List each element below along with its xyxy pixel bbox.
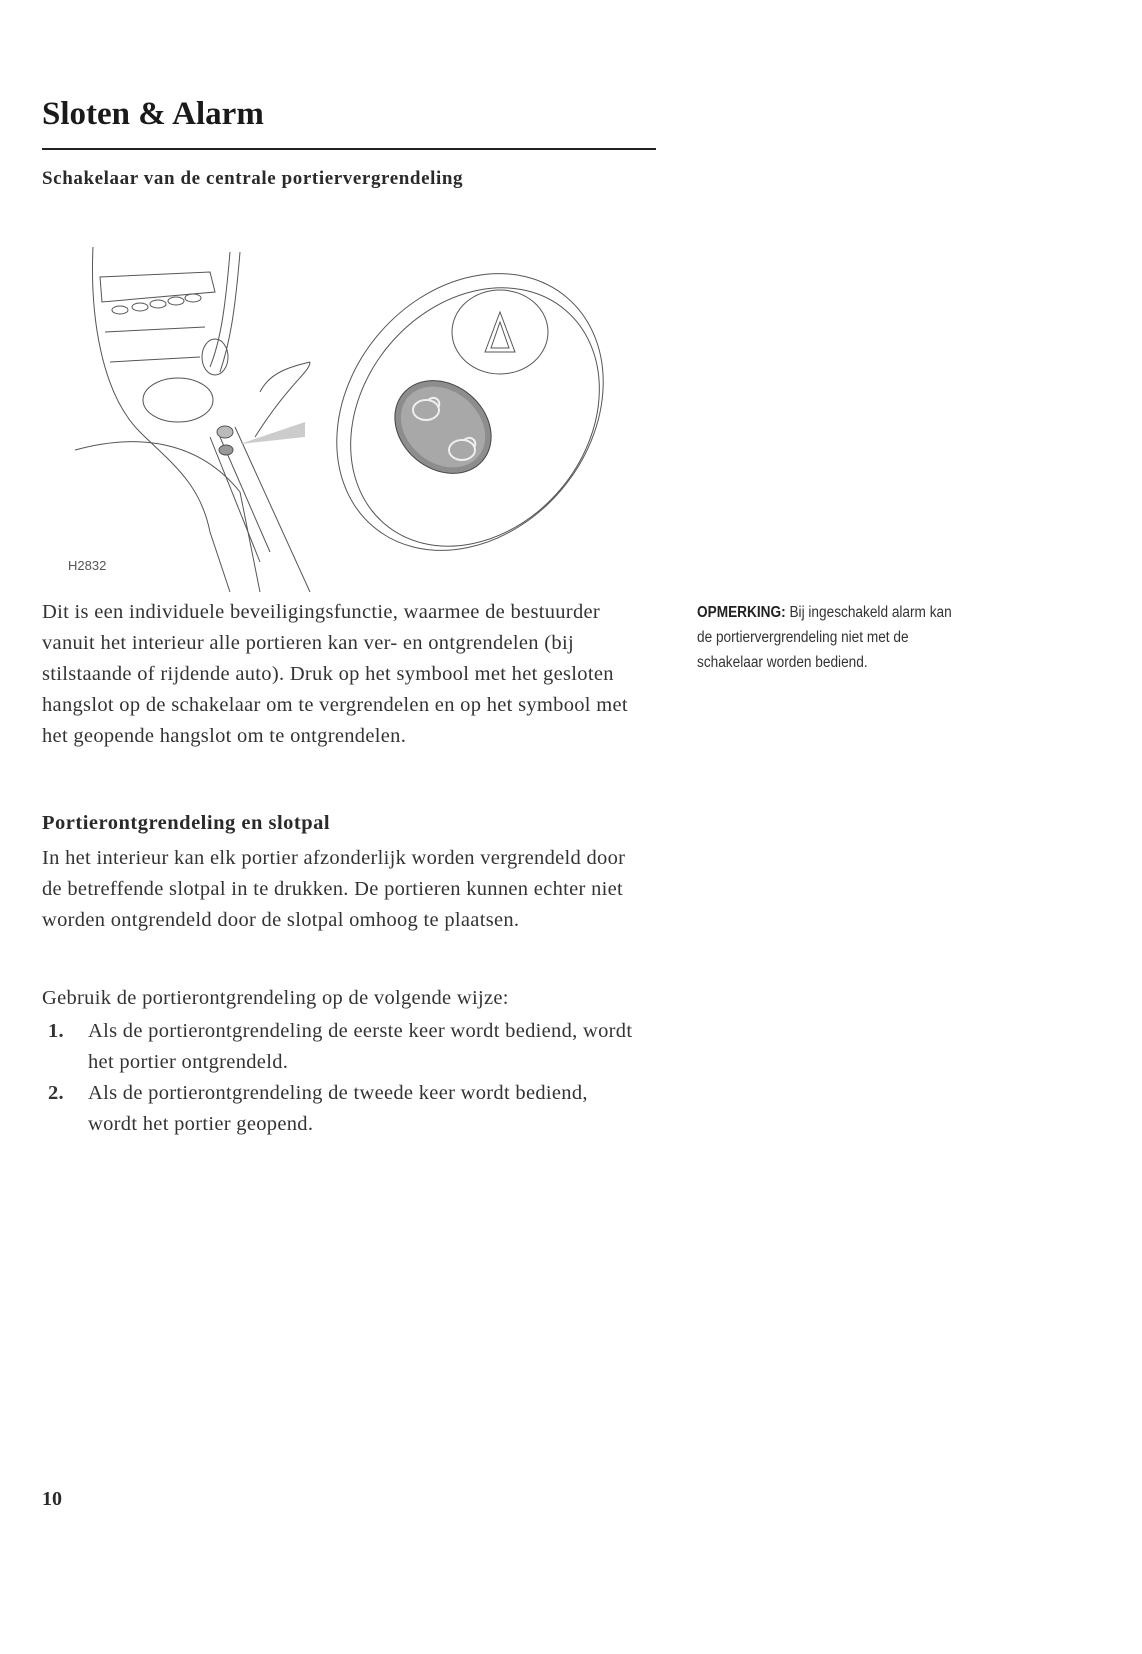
- section-heading: Schakelaar van de centrale portiervergrendeling: [42, 168, 464, 189]
- hazard-triangle-icon: [485, 312, 515, 352]
- slotpal-paragraph: In het interieur kan elk portier afzonderlijk worden vergrendeld door de betreffende slotpal in te drukken. De portieren kunnen echter niet worden ontgrendeld door de slotpal omhoog te plaatsen.: [42, 847, 626, 931]
- page-number: 10: [42, 1488, 62, 1510]
- list-item: 1. Als de portierontgrendeling de eerste keer wordt bediend, wordt het portier ontgrendeld.: [48, 1020, 633, 1073]
- side-note: [697, 600, 965, 675]
- usage-intro: Gebruik de portierontgrendeling op de volgende wijze:: [42, 987, 509, 1009]
- page-title: Sloten & Alarm: [42, 96, 264, 132]
- note-label: OPMERKING:: [697, 604, 786, 621]
- list-item: 2. Als de portierontgrendeling de tweede keer wordt bediend, wordt het portier geopend.: [48, 1082, 588, 1135]
- figure-code: H2832: [68, 558, 107, 573]
- central-locking-switch-illustration: [60, 232, 640, 592]
- note-text: Bij ingeschakeld alarm kan de portiervergrendeling niet met de schakelaar worden bediend.: [697, 604, 952, 671]
- dashboard-console-drawing: [75, 247, 310, 592]
- hazard-button: [452, 290, 548, 374]
- lock-rocker-button: [376, 361, 510, 492]
- switch-closeup: [282, 232, 640, 592]
- usage-steps-list: [42, 1016, 642, 1140]
- title-divider: [42, 148, 656, 150]
- intro-paragraph: Dit is een individuele beveiligingsfunctie, waarmee de bestuurder vanuit het interieur alle portieren kan ver- en ontgrendelen (bij stilstaande of rijdende auto). Druk op het symbool met het gesloten hangslot op de schakelaar om te vergrendelen en op het symbool met het geopende hangslot om te ontgrendelen.: [42, 601, 628, 747]
- subsection-heading: Portierontgrendeling en slotpal: [42, 812, 331, 834]
